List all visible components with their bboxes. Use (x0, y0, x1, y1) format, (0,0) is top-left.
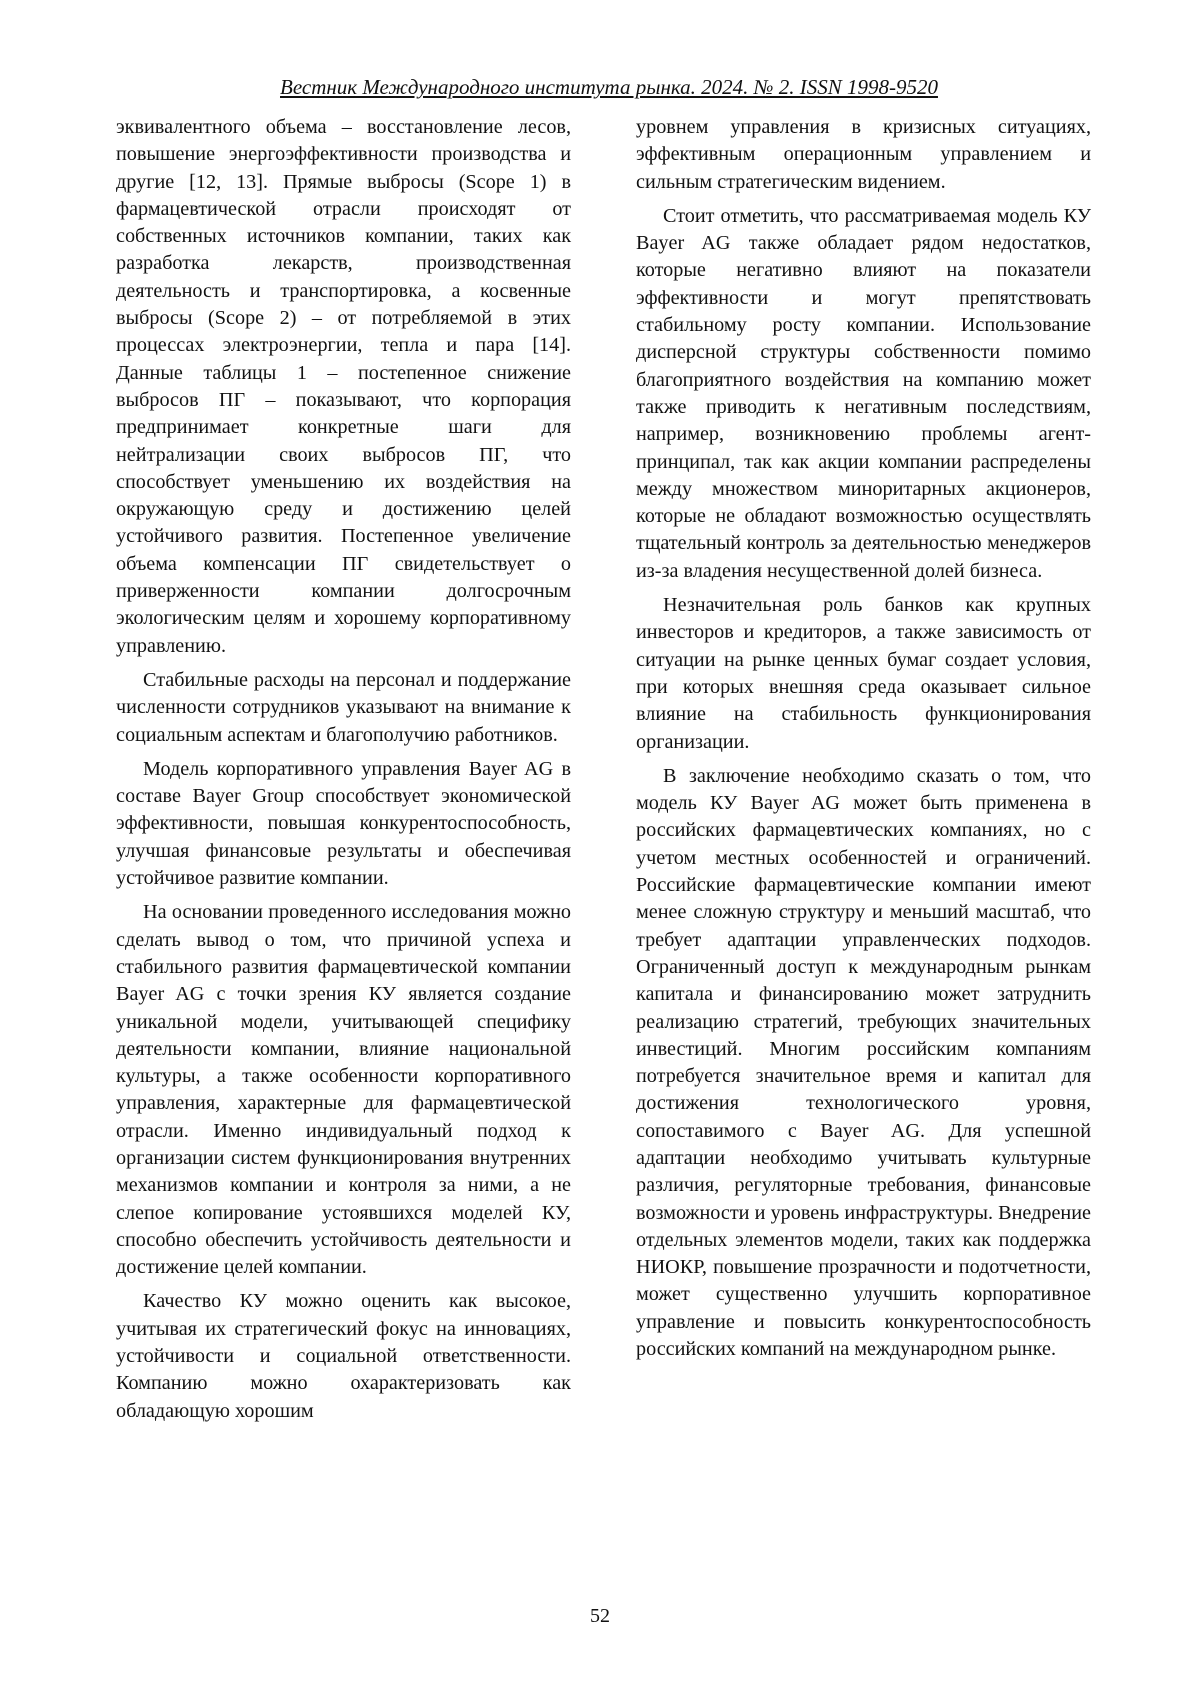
paragraph: Стоит отметить, что рассматриваемая модель КУ Bayer AG также обладает рядом недостатков, которые негативно влияют на показатели эффективности и могут препятствовать стабильному росту компании. Использование дисперсной структуры собственности помимо благоприятного воздействия на компанию может также приводить к негативным последствиям, например, возникновению проблемы агент-принципал, так как акции компании распределены между множеством миноритарных акционеров, которые не обладают возможностью осуществлять тщательный контроль за деятельностью менеджеров из-за владения несущественной долей бизнеса. (636, 204, 1091, 582)
left-column (116, 114, 571, 1432)
paragraph: На основании проведенного исследования можно сделать вывод о том, что причиной успеха и стабильного развития фармацевтической компании Bayer AG с точки зрения КУ является создание уникальной модели, учитывающей специфику деятельности компании, влияние национальной культуры, а также особенности корпоративного управления, характерные для фармацевтической отрасли. Именно индивидуальный подход к организации систем функционирования внутренних механизмов компании и контроля за ними, а не слепое копирование устоявшихся моделей КУ, способно обеспечить устойчивость деятельности и достижение целей компании. (116, 901, 571, 1279)
running-header: Вестник Международного института рынка. 2024. № 2. ISSN 1998-9520 (280, 75, 938, 99)
right-column (636, 114, 1091, 1370)
paragraph: Незначительная роль банков как крупных инвесторов и кредиторов, а также зависимость от ситуации на рынке ценных бумаг создает условия, при которых внешняя среда оказывает сильное влияние на стабильность функционирования организации. (636, 594, 1091, 753)
page-number: 52 (590, 1605, 610, 1627)
paragraph: В заключение необходимо сказать о том, что модель КУ Bayer AG может быть применена в российских фармацевтических компаниях, но с учетом местных особенностей и ограничений. Российские фармацевтические компании имеют менее сложную структуру и меньший масштаб, что требует адаптации управленческих подходов. Ограниченный доступ к международным рынкам капитала и финансированию может затруднить реализацию стратегий, требующих значительных инвестиций. Многим российским компаниям потребуется значительное время и капитал для достижения технологического уровня, сопоставимого с Bayer AG. Для успешной адаптации необходимо учитывать культурные различия, регуляторные требования, финансовые возможности и уровень инфраструктуры. Внедрение отдельных элементов модели, таких как поддержка НИОКР, повышение прозрачности и подотчетности, может существенно улучшить корпоративное управление и повысить конкурентоспособность российских компаний на международном рынке. (636, 764, 1091, 1361)
paragraph: Стабильные расходы на персонал и поддержание численности сотрудников указывают на внимание к социальным аспектам и благополучию работников. (116, 668, 571, 746)
paragraph: Модель корпоративного управления Bayer AG в составе Bayer Group способствует экономической эффективности, повышая конкурентоспособность, улучшая финансовые результаты и обеспечивая устойчивое развитие компании. (116, 757, 571, 890)
paragraph: эквивалентного объема – восстановление лесов, повышение энергоэффективности производства и другие [12, 13]. Прямые выбросы (Scope 1) в фармацевтической отрасли происходят от собственных источников компании, таких как разработка лекарств, производственная деятельность и транспортировка, а косвенные выбросы (Scope 2) – от потребляемой в этих процессах электроэнергии, тепла и пара [14]. Данные таблицы 1 – постепенное снижение выбросов ПГ – показывают, что корпорация предпринимает конкретные шаги для нейтрализации своих выбросов ПГ, что способствует уменьшению их воздействия на окружающую среду и достижению целей устойчивого развития. Постепенное увеличение объема компенсации ПГ свидетельствует о приверженности компании долгосрочным экологическим целям и хорошему корпоративному управлению. (116, 116, 571, 657)
paragraph: уровнем управления в кризисных ситуациях, эффективным операционным управлением и сильным стратегическим видением. (636, 116, 1091, 193)
paragraph: Качество КУ можно оценить как высокое, учитывая их стратегический фокус на инновациях, устойчивости и социальной ответственности. Компанию можно охарактеризовать как обладающую хорошим (116, 1290, 571, 1422)
